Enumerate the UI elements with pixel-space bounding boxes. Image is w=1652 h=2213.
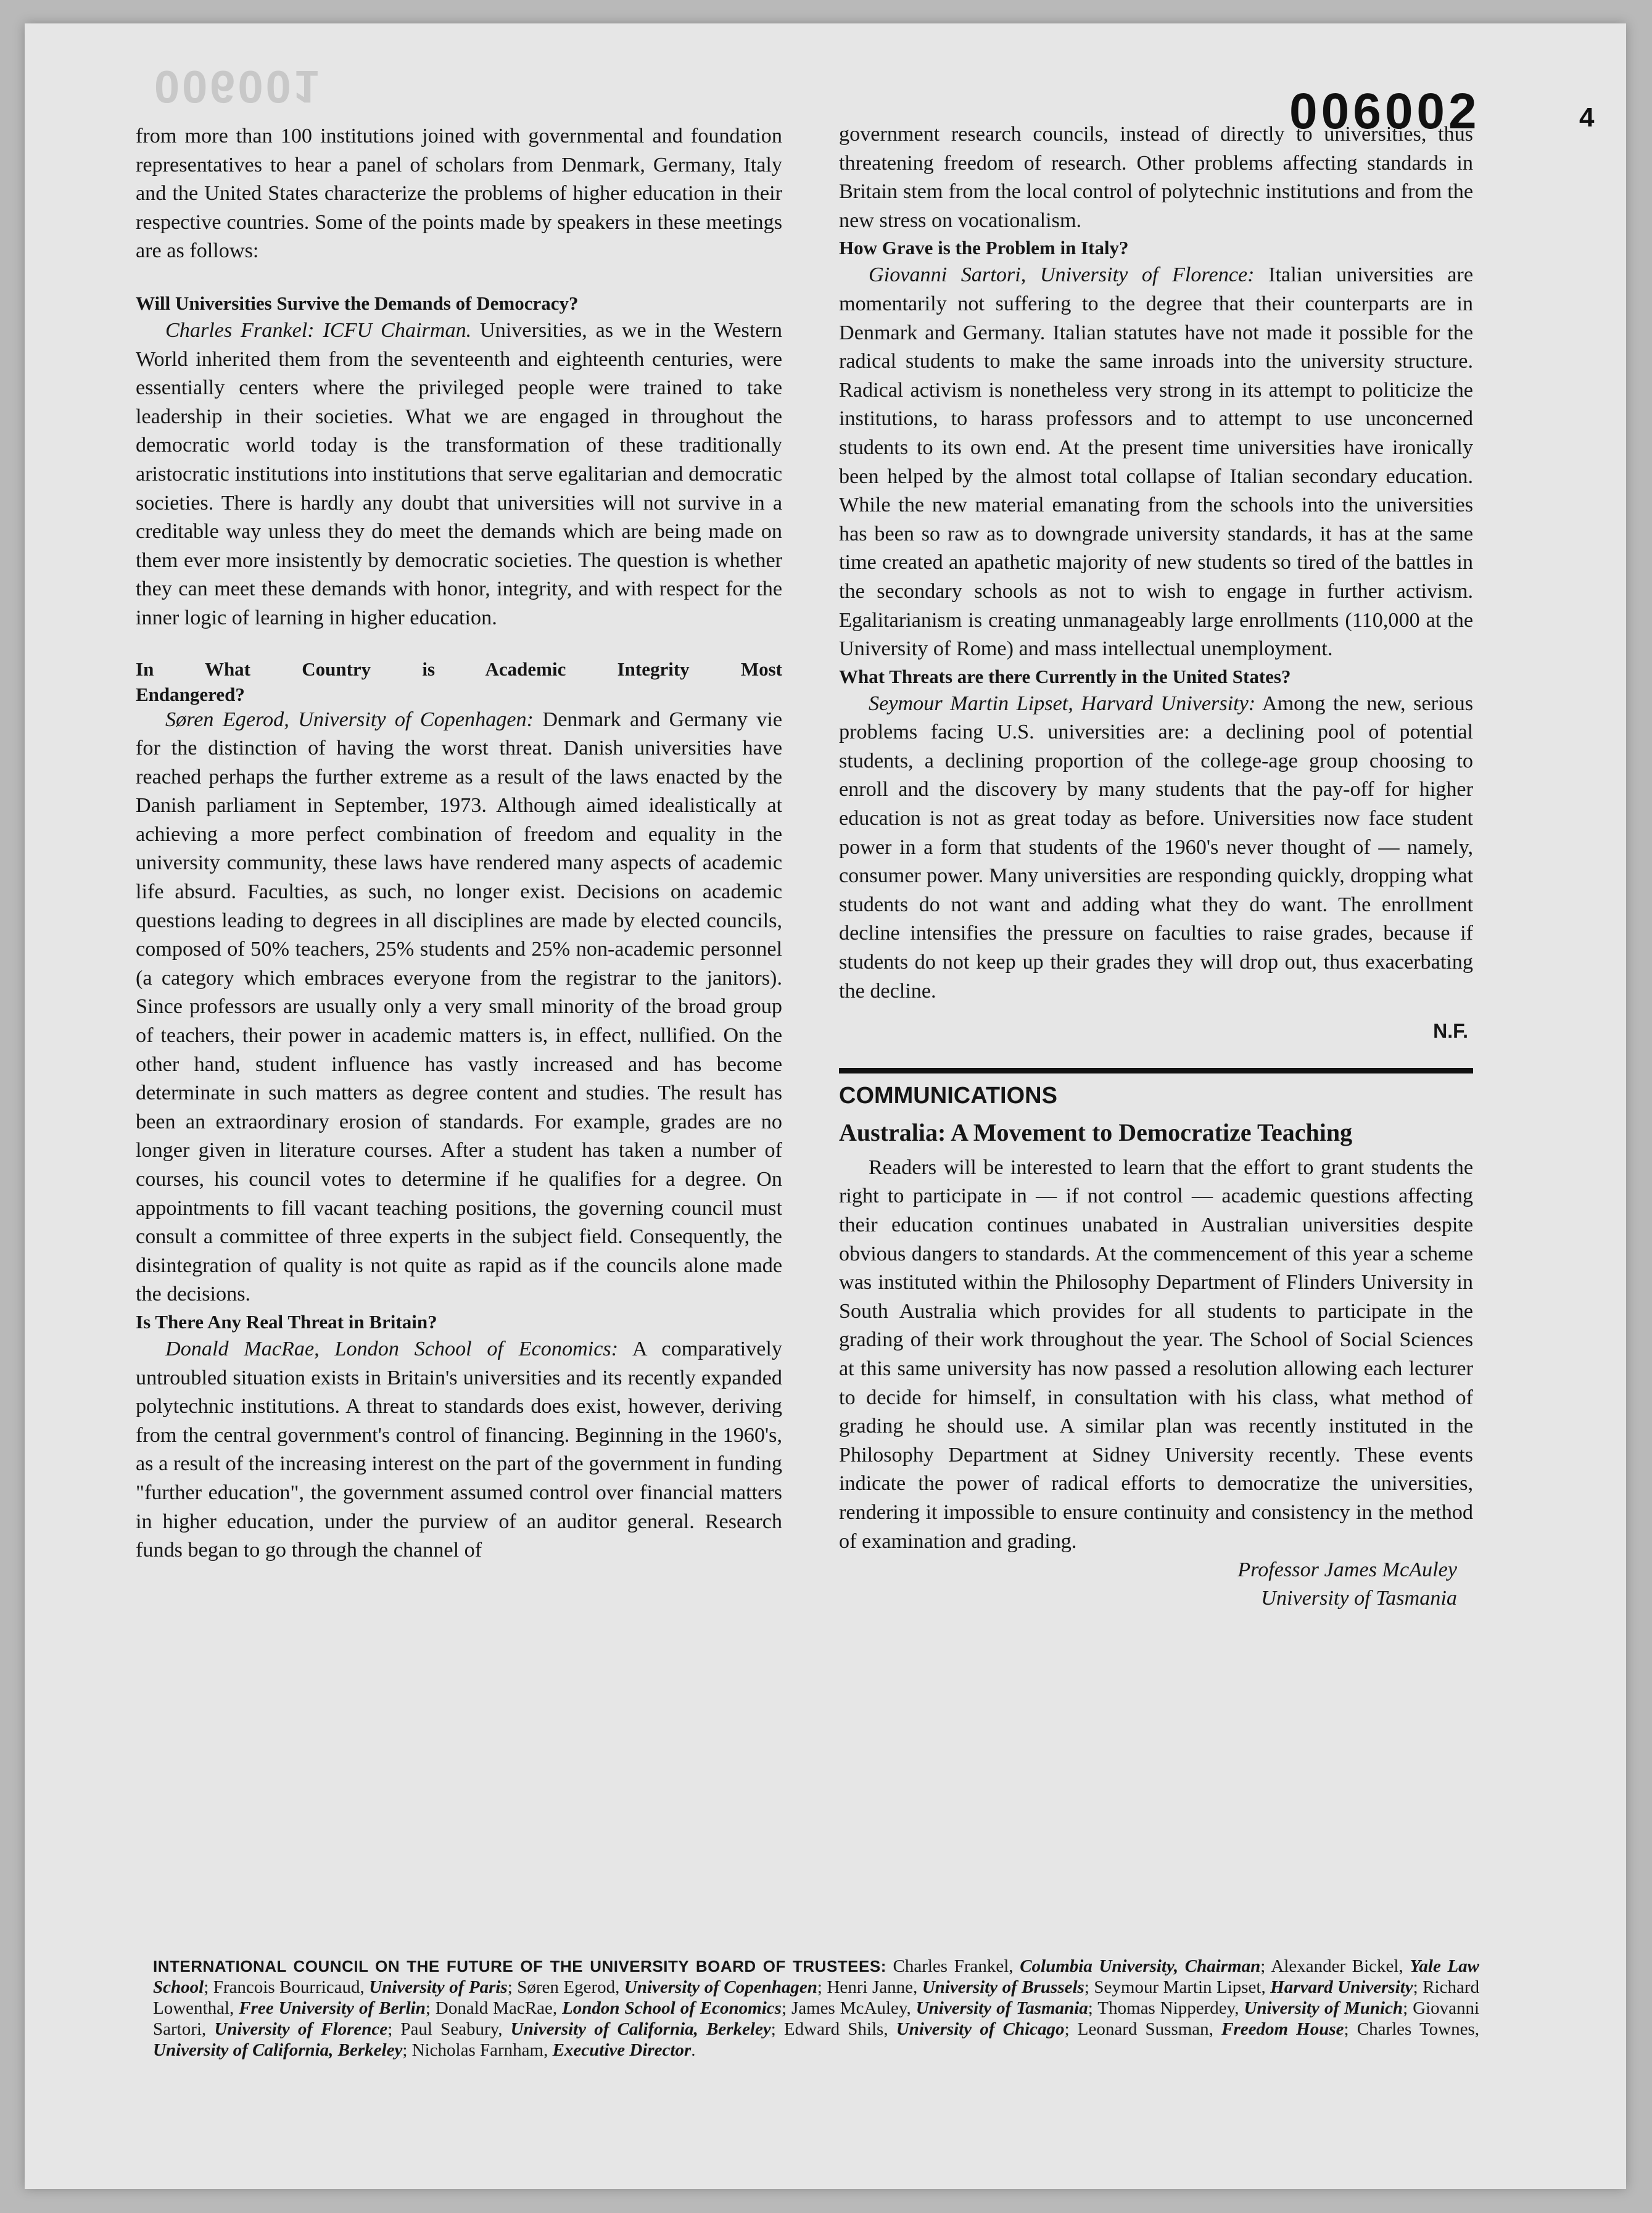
trustee-name: ; Seymour Martin Lipset, [1084, 1977, 1271, 1997]
section-heading-italy: How Grave is the Problem in Italy? [839, 237, 1129, 259]
trustee-affiliation: University of California, Berkeley [153, 2040, 403, 2060]
trustee-name: ; Giovanni Sartori, [153, 1998, 1480, 2039]
right-column [839, 120, 1473, 1613]
speaker-frankel: Charles Frankel: ICFU Chairman. [165, 318, 472, 342]
trustee-name: Charles Frankel, [886, 1956, 1020, 1976]
trustee-name: ; Leonard Sussman, [1064, 2019, 1222, 2039]
bleed-through-number: 006001 [154, 61, 321, 112]
trustee-affiliation: University of Munich [1244, 1998, 1403, 2018]
trustee-name: ; Donald MacRae, [425, 1998, 563, 2018]
trustee-name: ; Edward Shils, [770, 2019, 896, 2039]
trustee-affiliation: Columbia University, Chairman [1020, 1956, 1261, 1976]
trustee-name: ; James McAuley, [781, 1998, 916, 2018]
paragraph-macrae [136, 1335, 782, 1565]
continuation-paragraph: government research councils, instead of directly to universities, thus threatening freedom of research. Other problems affecting standards in Britain stem from the local control of polytechnic institutions and from the new stress on vocationalism. [839, 123, 1473, 232]
speaker-sartori: Giovanni Sartori, University of Florence: [869, 263, 1255, 287]
communications-heading: COMMUNICATIONS [839, 1082, 1057, 1109]
board-title: INTERNATIONAL COUNCIL ON THE FUTURE OF THE UNIVERSITY BOARD OF TRUSTEES: [153, 1957, 886, 1975]
speaker-egerod: Søren Egerod, University of Copenhagen: [165, 708, 534, 731]
section-heading-democracy: Will Universities Survive the Demands of Democracy? [136, 292, 579, 314]
trustee-name: ; Thomas Nipperdey, [1088, 1998, 1244, 2018]
trustee-name: ; Francois Bourricaud, [204, 1977, 370, 1997]
article-title: Australia: A Movement to Democratize Teaching [839, 1118, 1353, 1146]
trustee-name: ; Charles Townes, [1344, 2019, 1480, 2039]
board-of-trustees-list [153, 1956, 1479, 2061]
trustee-affiliation: University of Tasmania [915, 1998, 1088, 2018]
trustee-affiliation: University of Florence [214, 2019, 388, 2039]
trustee-name: ; Alexander Bickel, [1260, 1956, 1410, 1976]
paragraph-sartori [839, 261, 1473, 663]
speaker-macrae: Donald MacRae, London School of Economics: [165, 1337, 619, 1360]
speaker-lipset: Seymour Martin Lipset, Harvard University: [869, 692, 1256, 715]
section-divider [839, 1068, 1473, 1073]
trustee-affiliation: University of California, Berkeley [510, 2019, 771, 2039]
section-heading-endangered-cont: Endangered? [136, 683, 245, 705]
section-heading-endangered: In What Country is Academic Integrity Most [136, 658, 782, 680]
trustee-affiliation: Free University of Berlin [239, 1998, 426, 2018]
page-number: 4 [1579, 102, 1595, 133]
paragraph-text: A comparatively untroubled situation exists in Britain's universities and its recently expanded polytechnic institutions. A threat to standards does exist, however, deriving from the central government's control of financing. Beginning in the 1960's, as a result of the increasing interest on the part of the government in funding "further education", the government assumed control over financial matters in higher education, under the purview of an auditor general. Research funds began to go through the channel of [136, 1337, 782, 1562]
trustee-name: ; Søren Egerod, [507, 1977, 624, 1997]
list-end: . [691, 2040, 696, 2060]
paragraph-frankel [136, 316, 782, 633]
section-heading-britain: Is There Any Real Threat in Britain? [136, 1310, 437, 1333]
trustee-affiliation: University of Paris [369, 1977, 508, 1997]
trustee-name: ; Paul Seabury, [387, 2019, 511, 2039]
author-affiliation: University of Tasmania [1261, 1587, 1457, 1610]
paragraph-text: Italian universities are momentarily not suffering to the degree that their counterparts are in Denmark and Germany. Italian statutes have not made it possible for the radical students to make the same inroads into the university structure. Radical activism is nonetheless very strong in its attempt to politicize the institutions, to harass professors and to attempt to use unconcerned students to its own end. At the present time universities have ironically been helped by the almost total collapse of Italian secondary education. While the new material emanating from the schools into the universities has been so raw as to downgrade university standards, it has at the same time created an apathetic majority of new students so tired of the battles in the secondary schools as not to wish to engage in further activism. Egalitarianism is creating unmanageably large enrollments (110,000 at the University of Rome) and mass intellectual unemployment. [839, 263, 1473, 661]
trustee-name: ; Henri Janne, [817, 1977, 922, 1997]
trustee-name: ; Nicholas Farnham, [402, 2040, 553, 2060]
left-column [136, 122, 782, 1565]
article-body: Readers will be interested to learn that the effort to grant students the right to participate in — if not control — academic questions affecting their education continues unabated in Australian universities despite obvious dangers to standards. At the commencement of this year a scheme was instituted within the Philosophy Department of Flinders University in South Australia which provides for all students to participate in the grading of their work throughout the year. The School of Social Sciences at this same university has now passed a resolution allowing each lecturer to decide for himself, in consultation with his class, what method of grading he should use. A similar plan was recently instituted in the Philosophy Department at Sidney University recently. These events indicate the power of radical efforts to democratize the universities, rendering it impossible to ensure continuity and consistency in the method of examination and grading. [839, 1156, 1473, 1553]
trustee-affiliation: Yale Law School [153, 1956, 1480, 1997]
trustee-affiliation: Freedom House [1221, 2019, 1344, 2039]
trustee-affiliation: Executive Director [552, 2040, 692, 2060]
paragraph-egerod [136, 706, 782, 1309]
paragraph-text: Denmark and Germany vie for the distinction of having the worst threat. Danish universities have reached perhaps the further extreme as a result of the laws enacted by the Danish parliament in September, 1973. Although aimed idealistically at achieving a more perfect combination of freedom and equality in the university community, these laws have rendered many aspects of academic life absurd. Faculties, as such, no longer exist. Decisions on academic questions leading to degrees in all disciplines are made by elected councils, composed of 50% teachers, 25% students and 25% non-academic personnel (a category which embraces everyone from the registrar to the janitors). Since professors are usually only a very small minority of the broad group of teachers, their power in academic matters is, in effect, nullified. On the other hand, student influence has vastly increased and has become determinate in such matters as degree content and studies. The result has been an extraordinary erosion of standards. For example, grades are no longer given in literature courses. After a student has taken a number of courses, his council votes to determine if he qualifies for a degree. On appointments to fill vacant teaching positions, the governing council must consult a committee of three experts in the subject field. Consequently, the disintegration of quality is not quite as rapid as if the councils alone made the decisions. [136, 708, 783, 1306]
intro-paragraph: from more than 100 institutions joined with governmental and foundation representatives to hear a panel of scholars from Denmark, Germany, Italy and the United States characterize the problems of higher education in their respective countries. Some of the points made by speakers in these meetings are as follows: [136, 125, 782, 263]
trustee-affiliation: University of Brussels [922, 1977, 1084, 1997]
trustee-affiliation: University of Chicago [896, 2019, 1065, 2039]
trustee-affiliation: London School of Economics [562, 1998, 782, 2018]
author-name: Professor James McAuley [1237, 1558, 1457, 1582]
paragraph-lipset [839, 690, 1473, 1006]
document-number: 006002 [1289, 83, 1481, 139]
trustee-affiliation: University of Copenhagen [624, 1977, 817, 1997]
paragraph-text: Universities, as we in the Western World inherited them from the seventeenth and eighteenth centuries, were essentially centers where the privileged people were trained to take leadership in their societies. What we are engaged in throughout the democratic world today is the transformation of these traditionally aristocratic institutions into institutions that serve egalitarian and democratic societies. There is hardly any doubt that universities will not survive in a creditable way unless they do meet the demands which are being made on them ever more insistently by democratic societies. The question is whether they can meet these demands with honor, integrity, and with respect for the inner logic of learning in higher education. [136, 318, 782, 629]
section-heading-united-states: What Threats are there Currently in the United States? [839, 665, 1291, 687]
trustee-name: ; Richard Lowenthal, [153, 1977, 1479, 2018]
trustee-affiliation: Harvard University [1270, 1977, 1413, 1997]
paragraph-text: Among the new, serious problems facing U.S. universities are: a declining pool of potential students, a declining proportion of the college-age group choosing to enroll and the discovery by many students that the pay-off for higher education is not as great today as before. Universities now face student power in a form that students of the 1960's never thought of — namely, consumer power. Many universities are responding quickly, dropping what students do not want and adding what they do want. The enrollment decline intensifies the pressure on faculties to raise grades, because if students do not keep up their grades they will drop out, thus exacerbating the decline. [839, 692, 1474, 1003]
signoff-initials: N.F. [1433, 1020, 1468, 1043]
